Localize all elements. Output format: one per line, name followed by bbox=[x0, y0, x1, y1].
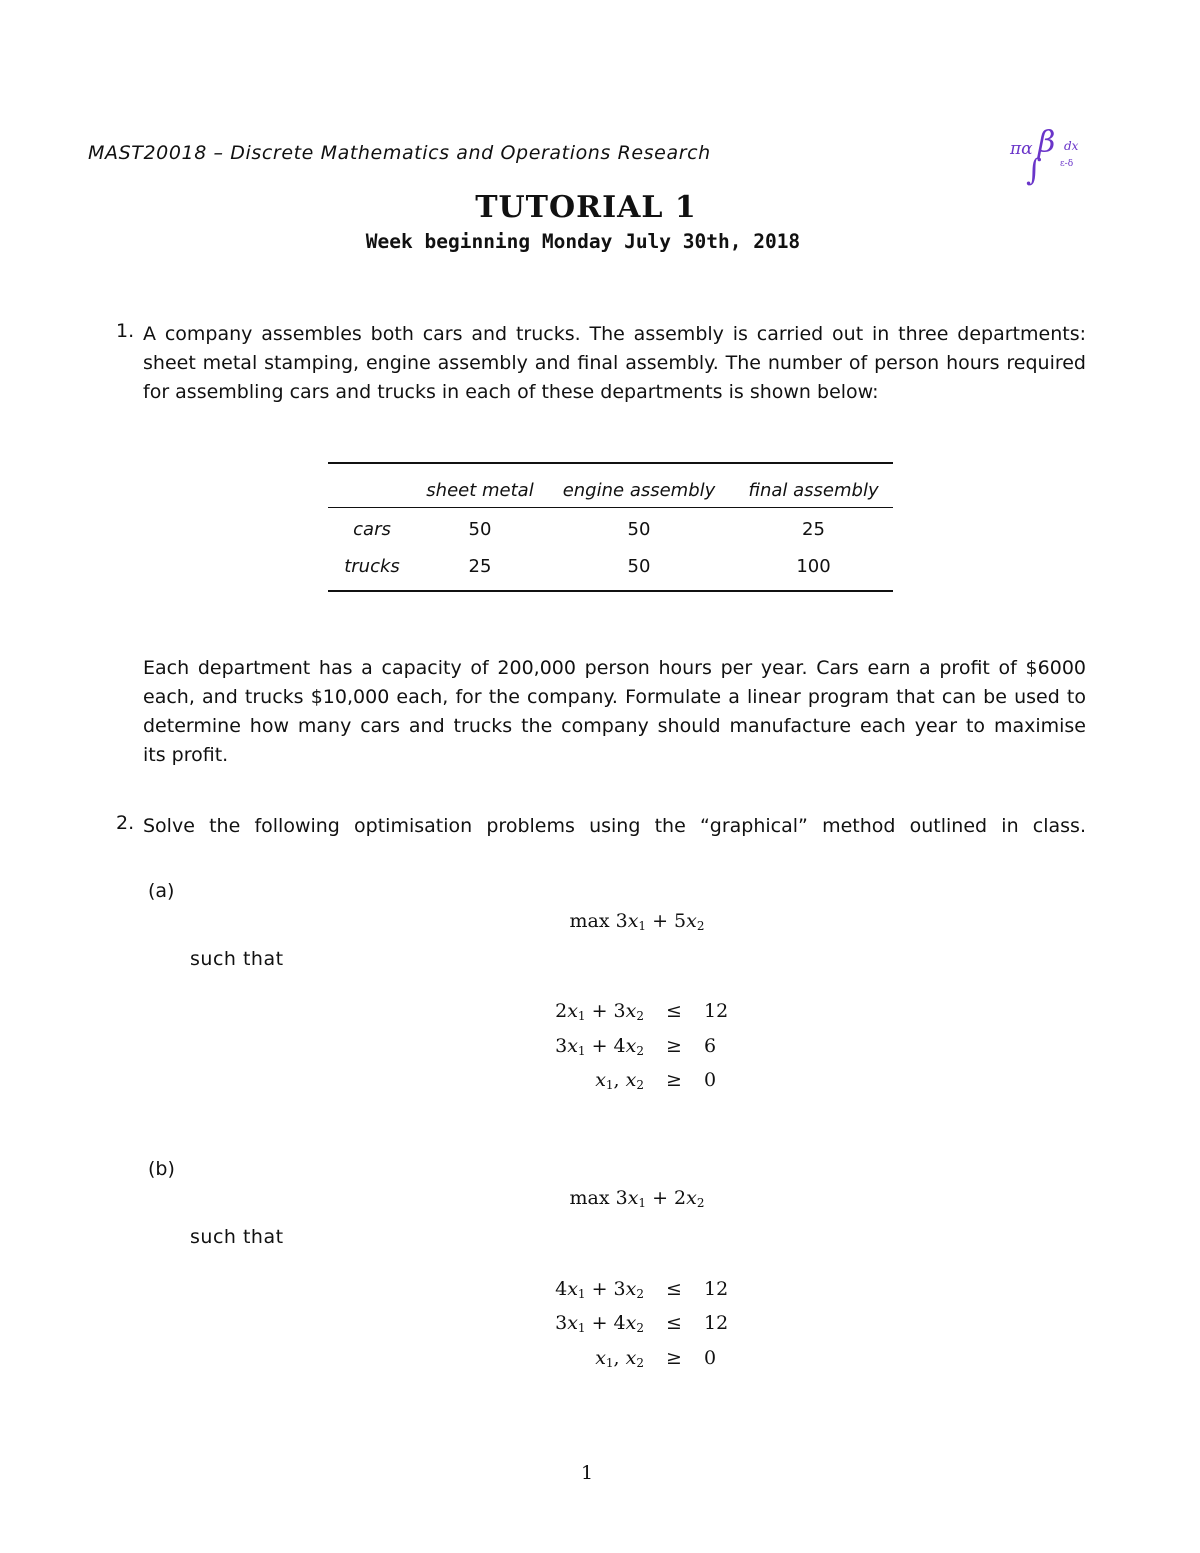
part-b-nonnegativity: $x_1$, $x_2 \ge 0$ bbox=[595, 1347, 717, 1370]
question-1-intro-line: sheet metal stamping, engine assembly and final assembly. The number of person hours required bbox=[143, 352, 1086, 374]
table-header-empty bbox=[328, 463, 416, 508]
part-b-label: (b) bbox=[148, 1158, 175, 1180]
question-1-intro bbox=[143, 320, 1086, 407]
objective-c2: 2 bbox=[674, 1187, 687, 1209]
question-1-body bbox=[143, 654, 1086, 770]
part-b-such-that: such that bbox=[190, 1226, 284, 1248]
logo-glyph-dx: dx bbox=[1064, 139, 1079, 153]
part-b-constraint-1: $4x_1 + 3x_2 \le 12$ bbox=[555, 1278, 729, 1301]
table-row-label: cars bbox=[353, 519, 391, 540]
part-a-constraint-2: $3x_1 + 4x_2 \ge 6$ bbox=[555, 1035, 717, 1058]
objective-c2: 5 bbox=[674, 910, 687, 932]
part-a-objective: $\max 3x_1 + 5x_2$ bbox=[569, 910, 705, 933]
table-cell: 50 bbox=[544, 548, 734, 591]
table-cell: 25 bbox=[802, 519, 825, 540]
question-2-line: Solve the following optimisation problems using the “graphical” method outlined in class. bbox=[143, 815, 1086, 837]
question-1-intro-line: for assembling cars and trucks in each of these departments is shown below: bbox=[143, 381, 879, 403]
table-row-label: trucks bbox=[328, 548, 416, 591]
question-2-text bbox=[143, 812, 1086, 841]
logo-glyph-integral: ∫ bbox=[1026, 153, 1042, 188]
table-row bbox=[328, 508, 893, 549]
objective-op: max bbox=[569, 1187, 610, 1209]
page-subtitle: Week beginning Monday July 30th, 2018 bbox=[365, 230, 801, 253]
logo-glyph-eps-delta: ε-δ bbox=[1060, 159, 1074, 169]
course-header: MAST20018 – Discrete Mathematics and Operations Research bbox=[88, 142, 711, 164]
question-1-body-line: each, and trucks $10,000 each, for the company. Formulate a linear program that can be used to bbox=[143, 686, 1086, 708]
table-cell: 100 bbox=[734, 548, 893, 591]
question-2-number: 2. bbox=[116, 812, 135, 834]
question-1-intro-line: A company assembles both cars and trucks. The assembly is carried out in three departments: bbox=[143, 323, 1086, 345]
part-b-constraint-2: $3x_1 + 4x_2 \le 12$ bbox=[555, 1312, 729, 1335]
objective-c1: 3 bbox=[615, 1187, 628, 1209]
table-cell: 25 bbox=[416, 548, 544, 591]
person-hours-table bbox=[328, 462, 893, 592]
objective-op: max bbox=[569, 910, 610, 932]
objective-c1: 3 bbox=[615, 910, 628, 932]
math-logo bbox=[1008, 124, 1088, 188]
part-b-objective: $\max 3x_1 + 2x_2$ bbox=[569, 1187, 705, 1210]
question-1-number: 1. bbox=[116, 320, 135, 342]
part-a-such-that: such that bbox=[190, 948, 284, 970]
part-a-label: (a) bbox=[148, 880, 175, 902]
table-header-engine-assembly: engine assembly bbox=[544, 463, 734, 508]
question-1-body-line: its profit. bbox=[143, 744, 229, 766]
part-a-nonnegativity: $x_1$, $x_2 \ge 0$ bbox=[595, 1069, 717, 1092]
table-header-sheet-metal: sheet metal bbox=[416, 463, 544, 508]
table-header-row bbox=[328, 463, 893, 508]
page-number: 1 bbox=[580, 1462, 594, 1484]
table-header-final-assembly: final assembly bbox=[734, 463, 893, 508]
table-cell: 50 bbox=[627, 519, 651, 540]
table-cell: 50 bbox=[468, 519, 492, 540]
question-1-body-line: Each department has a capacity of 200,000 person hours per year. Cars earn a profit of $6000 bbox=[143, 657, 1086, 679]
table-row bbox=[328, 548, 893, 591]
logo-glyph-pi-alpha: πα bbox=[1010, 139, 1033, 159]
question-1-body-line: determine how many cars and trucks the company should manufacture each year to maximise bbox=[143, 715, 1086, 737]
logo-glyph-beta: β bbox=[1038, 125, 1056, 160]
page-title: TUTORIAL 1 bbox=[475, 190, 697, 225]
part-a-constraint-1: $2x_1 + 3x_2 \le 12$ bbox=[555, 1000, 729, 1023]
